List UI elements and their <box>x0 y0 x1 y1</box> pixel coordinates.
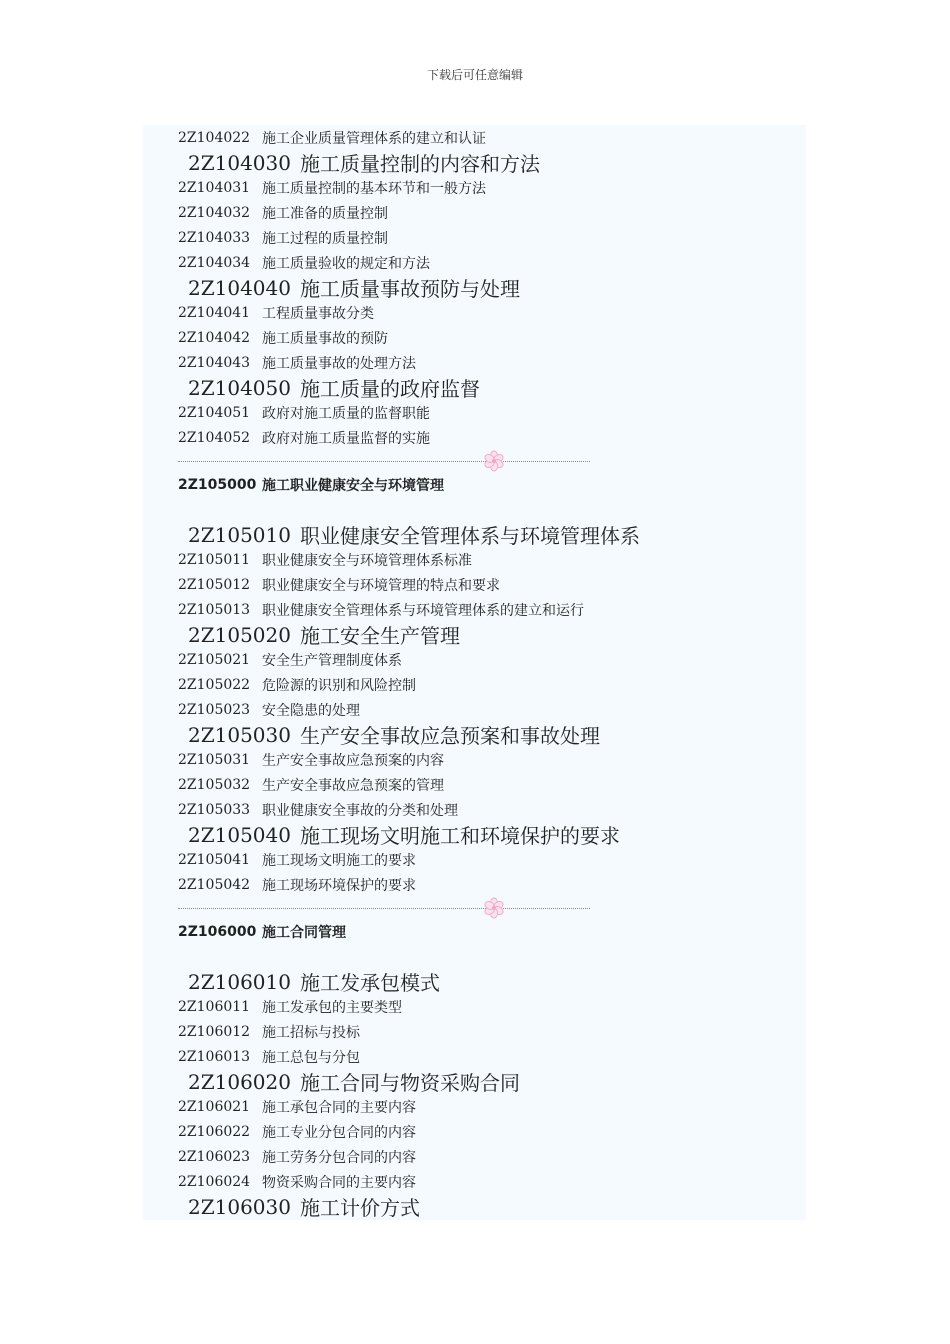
item-code: 2Z104041 <box>178 304 251 321</box>
item-code: 2Z105032 <box>178 776 251 793</box>
list-item <box>178 647 798 672</box>
list-item <box>178 250 798 275</box>
item-code: 2Z105030 <box>188 722 291 747</box>
section-heading <box>178 1069 798 1094</box>
list-item <box>178 847 798 872</box>
item-title: 施工合同管理 <box>262 925 346 941</box>
item-code: 2Z106000 <box>178 924 257 940</box>
item-title: 施工质量控制的基本环节和一般方法 <box>262 180 486 197</box>
item-code: 2Z105023 <box>178 701 251 718</box>
item-title: 施工现场文明施工的要求 <box>262 852 416 869</box>
section-heading <box>178 622 798 647</box>
section-heading <box>178 375 798 400</box>
spacer <box>178 498 798 522</box>
spacer <box>178 945 798 969</box>
table-of-contents <box>178 125 798 1219</box>
item-title: 施工发承包的主要类型 <box>262 999 402 1016</box>
item-title: 生产安全事故应急预案的内容 <box>262 752 444 769</box>
list-item <box>178 425 798 450</box>
item-code: 2Z104033 <box>178 229 251 246</box>
item-code: 2Z105040 <box>188 822 291 847</box>
item-title: 工程质量事故分类 <box>262 305 374 322</box>
flower-icon <box>483 897 505 919</box>
item-title: 施工劳务分包合同的内容 <box>262 1149 416 1166</box>
list-item <box>178 1019 798 1044</box>
list-item <box>178 325 798 350</box>
list-item <box>178 200 798 225</box>
item-title: 施工招标与投标 <box>262 1024 360 1041</box>
item-title: 职业健康安全与环境管理体系标准 <box>262 552 472 569</box>
item-code: 2Z105022 <box>178 676 251 693</box>
item-code: 2Z104050 <box>188 375 291 400</box>
item-title: 危险源的识别和风险控制 <box>262 677 416 694</box>
list-item <box>178 125 798 150</box>
item-title: 职业健康安全管理体系与环境管理体系 <box>300 524 640 548</box>
item-title: 施工计价方式 <box>300 1196 420 1220</box>
list-item <box>178 1094 798 1119</box>
item-code: 2Z104032 <box>178 204 251 221</box>
list-item <box>178 547 798 572</box>
item-code: 2Z104030 <box>188 150 291 175</box>
item-code: 2Z105020 <box>188 622 291 647</box>
item-title: 安全生产管理制度体系 <box>262 652 402 669</box>
list-item <box>178 797 798 822</box>
item-title: 施工质量事故的预防 <box>262 330 388 347</box>
section-heading <box>178 275 798 300</box>
list-item <box>178 400 798 425</box>
item-title: 施工企业质量管理体系的建立和认证 <box>262 130 486 147</box>
item-title: 政府对施工质量的监督职能 <box>262 405 430 422</box>
list-item <box>178 697 798 722</box>
item-title: 施工现场环境保护的要求 <box>262 877 416 894</box>
item-code: 2Z105033 <box>178 801 251 818</box>
item-code: 2Z106022 <box>178 1123 251 1140</box>
list-item <box>178 572 798 597</box>
item-code: 2Z105012 <box>178 576 251 593</box>
item-code: 2Z106024 <box>178 1173 251 1190</box>
item-title: 施工承包合同的主要内容 <box>262 1099 416 1116</box>
item-title: 生产安全事故应急预案的管理 <box>262 777 444 794</box>
item-code: 2Z106030 <box>188 1194 291 1219</box>
list-item <box>178 1119 798 1144</box>
item-title: 职业健康安全与环境管理的特点和要求 <box>262 577 500 594</box>
item-title: 施工质量事故预防与处理 <box>300 277 520 301</box>
item-code: 2Z106013 <box>178 1048 251 1065</box>
item-code: 2Z105010 <box>188 522 291 547</box>
section-divider <box>178 450 590 472</box>
item-code: 2Z105042 <box>178 876 251 893</box>
item-title: 施工质量的政府监督 <box>300 377 480 401</box>
item-title: 政府对施工质量监督的实施 <box>262 430 430 447</box>
item-title: 施工现场文明施工和环境保护的要求 <box>300 824 620 848</box>
list-item <box>178 175 798 200</box>
section-heading <box>178 969 798 994</box>
dotted-line <box>178 461 590 462</box>
dotted-line <box>178 908 590 909</box>
list-item <box>178 747 798 772</box>
item-code: 2Z105011 <box>178 551 251 568</box>
item-code: 2Z106010 <box>188 969 291 994</box>
list-item <box>178 672 798 697</box>
item-code: 2Z104031 <box>178 179 251 196</box>
list-item <box>178 225 798 250</box>
list-item <box>178 300 798 325</box>
item-code: 2Z104022 <box>178 129 251 146</box>
item-code: 2Z105013 <box>178 601 251 618</box>
item-code: 2Z106021 <box>178 1098 251 1115</box>
item-title: 施工准备的质量控制 <box>262 205 388 222</box>
item-code: 2Z106012 <box>178 1023 251 1040</box>
section-heading <box>178 722 798 747</box>
item-title: 施工专业分包合同的内容 <box>262 1124 416 1141</box>
item-title: 施工职业健康安全与环境管理 <box>262 478 444 494</box>
item-code: 2Z106023 <box>178 1148 251 1165</box>
item-code: 2Z104040 <box>188 275 291 300</box>
section-heading <box>178 1194 798 1219</box>
item-code: 2Z104043 <box>178 354 251 371</box>
section-divider <box>178 897 590 919</box>
item-code: 2Z105000 <box>178 477 257 493</box>
chapter-heading <box>178 919 798 945</box>
item-title: 施工质量事故的处理方法 <box>262 355 416 372</box>
list-item <box>178 872 798 897</box>
item-code: 2Z104052 <box>178 429 251 446</box>
section-heading <box>178 822 798 847</box>
item-code: 2Z106020 <box>188 1069 291 1094</box>
page-header: 下载后可任意编辑 <box>426 68 523 82</box>
list-item <box>178 597 798 622</box>
list-item <box>178 1044 798 1069</box>
item-title: 施工质量验收的规定和方法 <box>262 255 430 272</box>
list-item <box>178 350 798 375</box>
item-title: 安全隐患的处理 <box>262 702 360 719</box>
list-item <box>178 994 798 1019</box>
item-code: 2Z104042 <box>178 329 251 346</box>
item-title: 施工发承包模式 <box>300 971 440 995</box>
chapter-heading <box>178 472 798 498</box>
list-item <box>178 1144 798 1169</box>
section-heading <box>178 522 798 547</box>
item-code: 2Z105041 <box>178 851 251 868</box>
section-heading <box>178 150 798 175</box>
item-title: 施工总包与分包 <box>262 1049 360 1066</box>
list-item <box>178 772 798 797</box>
item-title: 职业健康安全管理体系与环境管理体系的建立和运行 <box>262 602 584 619</box>
item-title: 施工合同与物资采购合同 <box>300 1071 520 1095</box>
item-title: 生产安全事故应急预案和事故处理 <box>300 724 600 748</box>
item-code: 2Z104034 <box>178 254 251 271</box>
item-title: 施工过程的质量控制 <box>262 230 388 247</box>
item-title: 施工安全生产管理 <box>300 624 460 648</box>
item-code: 2Z106011 <box>178 998 251 1015</box>
item-code: 2Z105021 <box>178 651 251 668</box>
item-title: 职业健康安全事故的分类和处理 <box>262 802 458 819</box>
item-code: 2Z105031 <box>178 751 251 768</box>
list-item <box>178 1169 798 1194</box>
item-title: 物资采购合同的主要内容 <box>262 1174 416 1191</box>
item-title: 施工质量控制的内容和方法 <box>300 152 540 176</box>
item-code: 2Z104051 <box>178 404 251 421</box>
flower-icon <box>483 450 505 472</box>
